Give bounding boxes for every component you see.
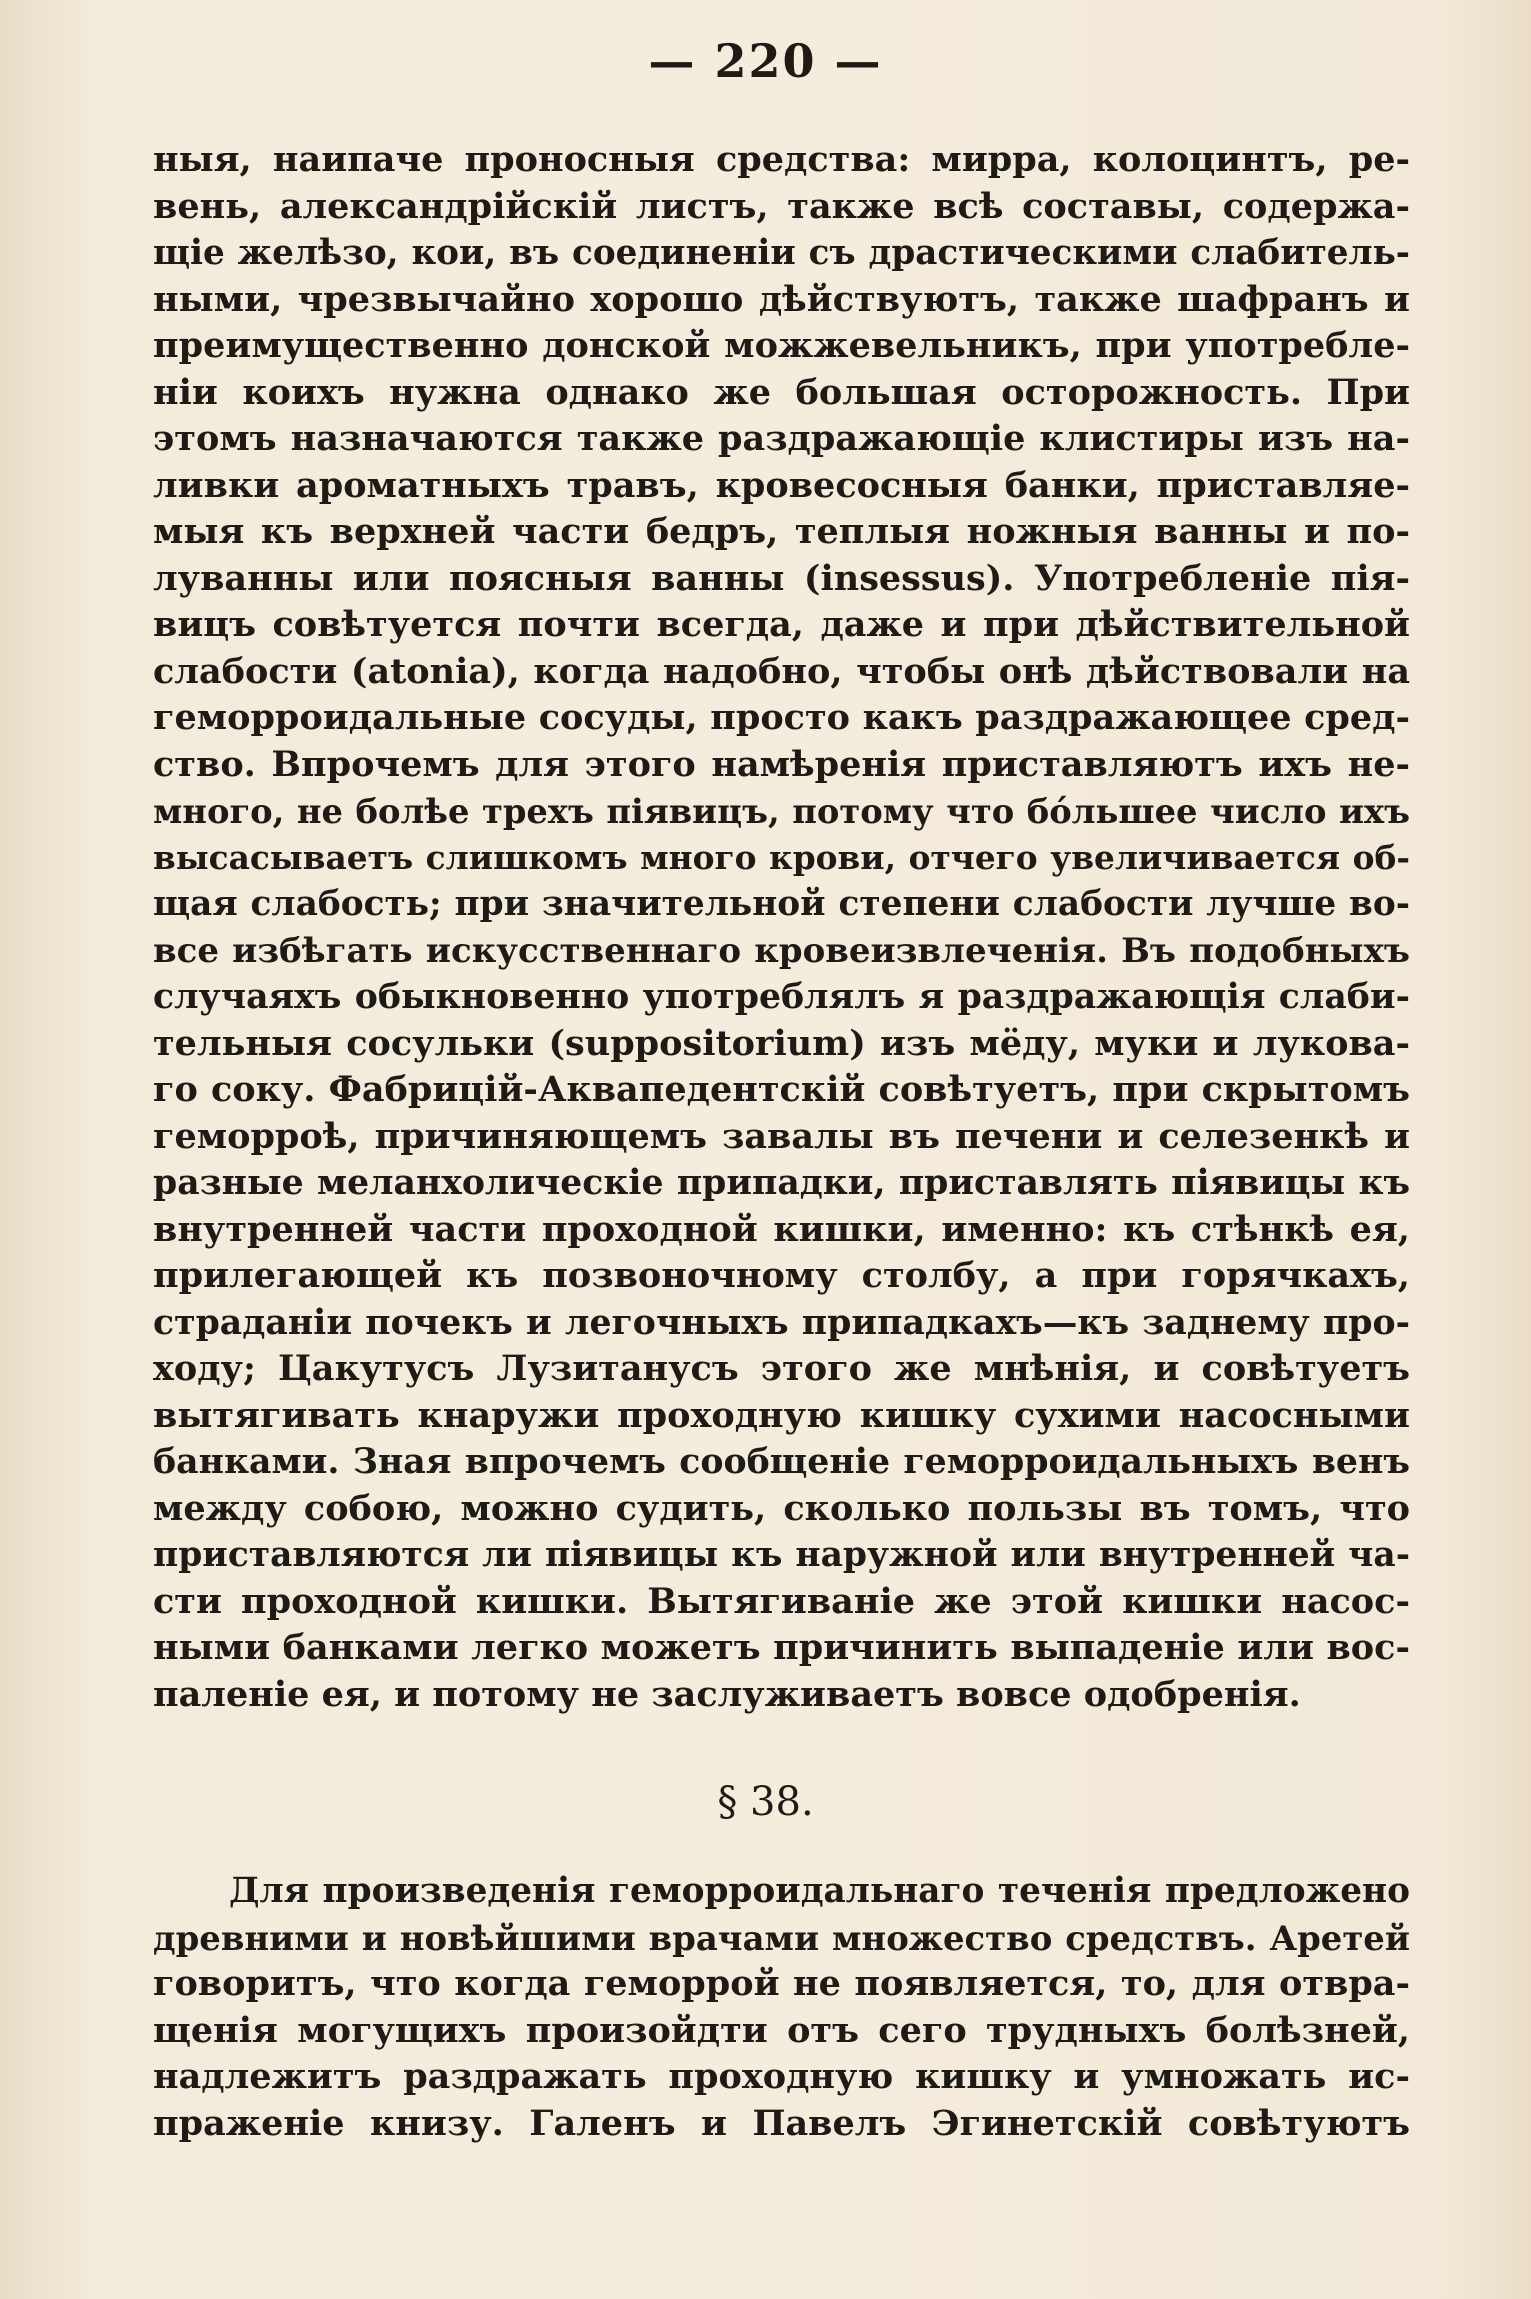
text-line: го соку. Фабрицій-Аквапедентскій совѣтуетъ, при скрытомъ — [153, 1069, 1410, 1110]
text-line: древними и новѣйшими врачами множество средствъ. Аретей — [153, 1917, 1410, 1958]
text-line: приставляются ли піявицы къ наружной или внутренней ча- — [153, 1535, 1410, 1575]
text-line: этомъ назначаются также раздражающіе клистиры изъ на- — [153, 418, 1410, 459]
page-number: — 220 — — [648, 34, 883, 88]
text-line: ливки ароматныхъ травъ, кровесосныя банки, приставляе- — [153, 464, 1410, 506]
text-line: геморроидальные сосуды, просто какъ раздражающее сред- — [153, 697, 1410, 738]
text-line: ство. Впрочемъ для этого намѣренія приставляютъ ихъ не- — [153, 743, 1410, 785]
text-line: тельныя сосульки (suppositorium) изъ мёду, муки и лукова- — [153, 1022, 1410, 1064]
text-line: сти проходной кишки. Вытягиваніе же этой кишки насос- — [153, 1580, 1410, 1622]
text-line: прилегающей къ позвоночному столбу, а при горячкахъ, — [153, 1255, 1410, 1296]
text-line: разные меланхолическіе припадки, приставлять піявицы къ — [153, 1163, 1410, 1203]
text-line: преимущественно донской можжевельникъ, при употребле- — [153, 325, 1410, 366]
section-heading: § 38. — [717, 1779, 814, 1825]
text-line: праженіе книзу. Галенъ и Павелъ Эгинетскій совѣтуютъ — [153, 2102, 1410, 2144]
text-line: надлежитъ раздражать проходную кишку и умножать ис- — [153, 2056, 1410, 2097]
text-line: паленіе ея, и потому не заслуживаетъ вовсе одобренія. — [153, 1673, 1301, 1715]
text-line: страданіи почекъ и легочныхъ припадкахъ—къ заднему про- — [153, 1301, 1410, 1343]
text-line: ходу; Цакутусъ Лузитанусъ этого же мнѣнія, и совѣтуетъ — [153, 1348, 1410, 1389]
text-line: щая слабость; при значительной степени слабости лучше во- — [153, 884, 1410, 924]
text-line: луванны или поясныя ванны (insessus). Употребленіе пія- — [153, 557, 1410, 599]
text-line: высасываетъ слишкомъ много крови, отчего увеличивается об- — [153, 837, 1410, 877]
text-line: вень, александрійскій листъ, также всѣ составы, содержа- — [153, 185, 1410, 227]
text-line: случаяхъ обыкновенно употреблялъ я раздражающія слаби- — [153, 976, 1410, 1017]
text-line: между собою, можно судить, сколько пользы въ томъ, что — [153, 1487, 1410, 1529]
text-line: геморроѣ, причиняющемъ завалы въ печени и селезенкѣ и — [153, 1115, 1410, 1157]
text-line: щіе желѣзо, кои, въ соединеніи съ драстическими слабитель- — [153, 233, 1410, 273]
text-line: ными банками легко можетъ причинить выпаденіе или вос- — [153, 1627, 1410, 1668]
paragraph-2 — [153, 1868, 1410, 2147]
text-line: вытягивать кнаружи проходную кишку сухими насосными — [153, 1394, 1410, 1436]
text-line: банками. Зная впрочемъ сообщеніе геморроидальныхъ венъ — [153, 1441, 1410, 1482]
text-line: вицъ совѣтуется почти всегда, даже и при дѣйствительной — [153, 604, 1410, 645]
text-line: ніи коихъ нужна однако же большая осторожность. При — [153, 371, 1410, 413]
text-line: ными, чрезвычайно хорошо дѣйствуютъ, также шафранъ и — [153, 278, 1410, 320]
text-line: мыя къ верхней части бедръ, теплыя ножныя ванны и по- — [153, 511, 1410, 552]
paragraph-1 — [153, 137, 1410, 1718]
text-line: ныя, наипаче проносныя средства: мирра, колоцинтъ, ре- — [153, 139, 1410, 180]
text-line: говоритъ, что когда геморрой не появляется, то, для отвра- — [153, 1963, 1410, 2004]
text-line: щенія могущихъ произойдти отъ сего трудныхъ болѣзней, — [153, 2009, 1410, 2051]
text-line: внутренней части проходной кишки, именно: къ стѣнкѣ ея, — [153, 1208, 1410, 1250]
text-line: все избѣгать искусственнаго кровеизвлеченія. Въ подобныхъ — [153, 930, 1410, 971]
text-line: слабости (atonia), когда надобно, чтобы онѣ дѣйствовали на — [153, 650, 1410, 692]
text-line: Для произведенія геморроидальнаго теченія предложено — [229, 1871, 1410, 1911]
text-line: много, не болѣе трехъ піявицъ, потому что бо́льшее число ихъ — [153, 791, 1410, 831]
